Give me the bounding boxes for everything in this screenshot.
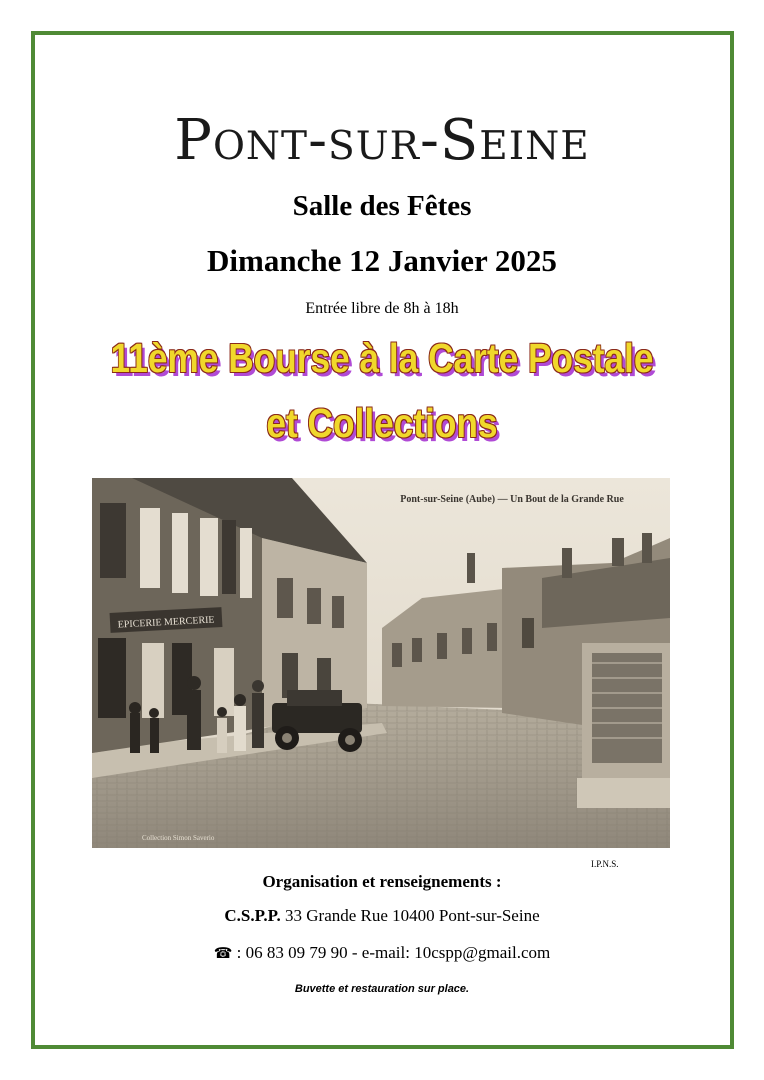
town-title: Pont-sur-Seine bbox=[174, 108, 590, 173]
postcard-caption: Pont-sur-Seine (Aube) — Un Bout de la Grande Rue bbox=[400, 494, 624, 505]
shop-sign: EPICERIE MERCERIE bbox=[117, 614, 215, 631]
phone-email-text: : 06 83 09 79 90 - e-mail: 10cspp@gmail.com bbox=[236, 943, 551, 962]
ipns-credit: I.P.N.S. bbox=[591, 859, 619, 869]
venue: Salle des Fêtes bbox=[292, 190, 472, 222]
address-text: 33 Grande Rue 10400 Pont-sur-Seine bbox=[285, 906, 540, 925]
headline-line-2: et Collections bbox=[266, 400, 498, 446]
vintage-postcard-photo bbox=[92, 478, 670, 848]
telephone-icon: ☎ bbox=[213, 946, 233, 962]
organisation-title: Organisation et renseignements : bbox=[262, 872, 502, 891]
organisation-name: C.S.P.P. bbox=[224, 906, 281, 925]
collection-note: Collection Simon Saverio bbox=[142, 834, 215, 842]
entry-hours: Entrée libre de 8h à 18h bbox=[305, 300, 459, 317]
organisation-address bbox=[0, 906, 764, 926]
buvette-note: Buvette et restauration sur place. bbox=[294, 983, 470, 995]
contact-line bbox=[0, 943, 764, 963]
event-date: Dimanche 12 Janvier 2025 bbox=[207, 243, 557, 278]
headline-line-1: 11ème Bourse à la Carte Postale bbox=[110, 335, 654, 381]
